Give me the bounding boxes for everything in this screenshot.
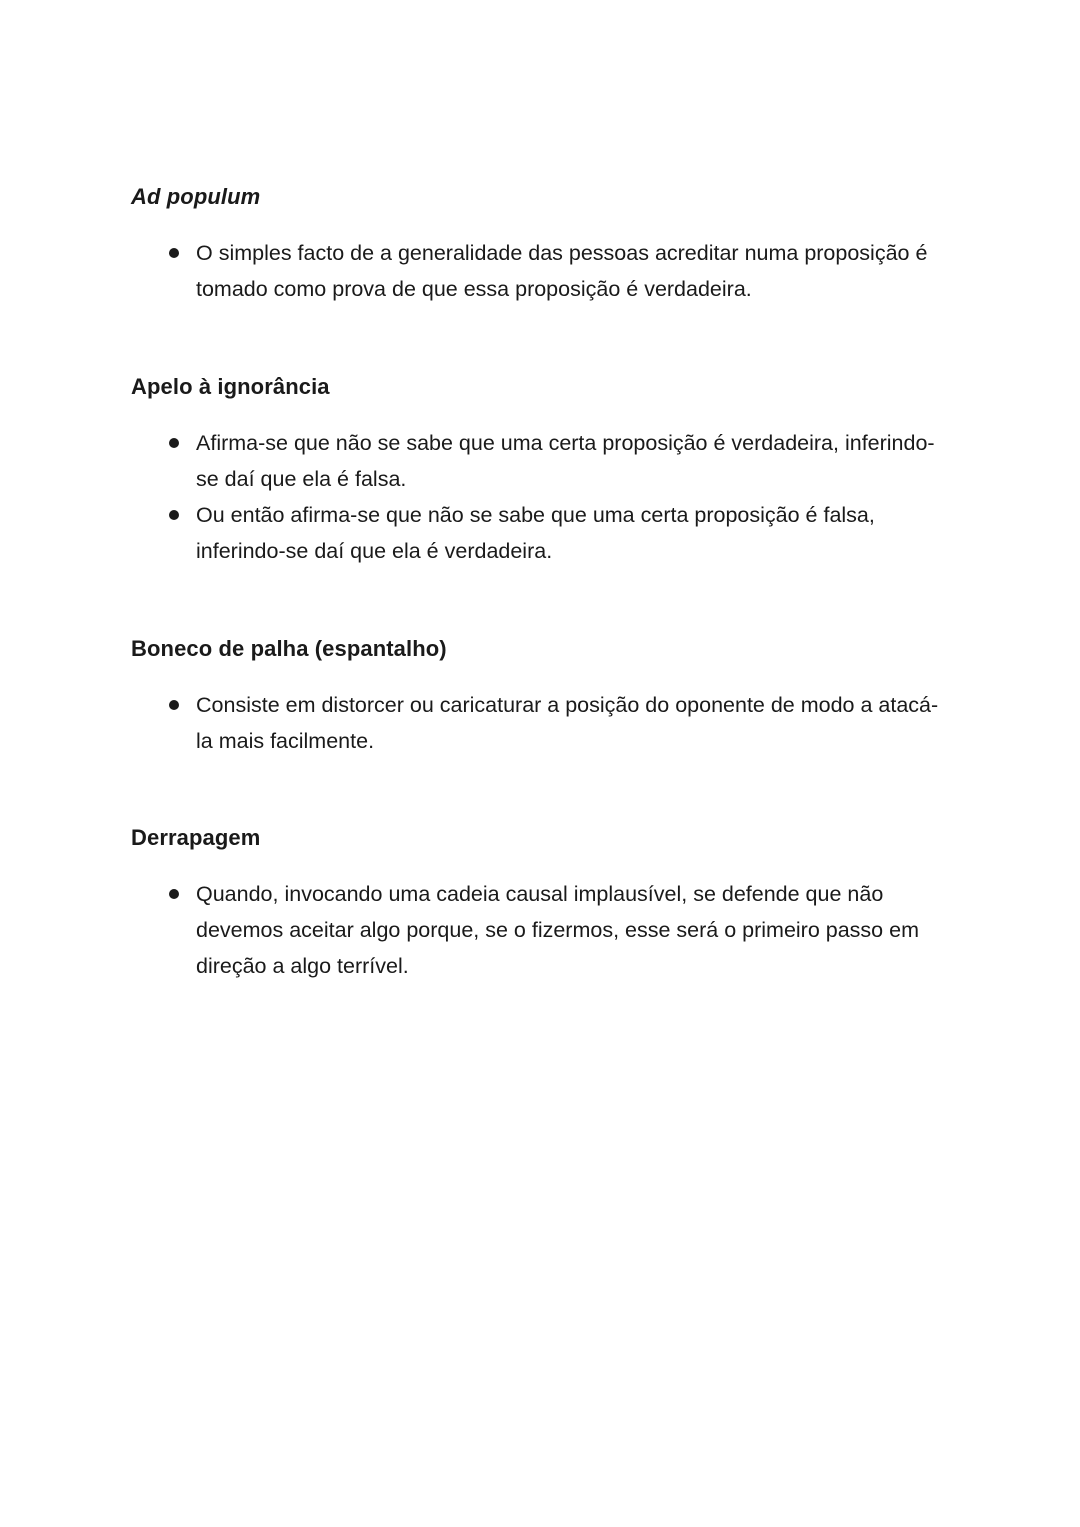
section-heading: Boneco de palha (espantalho) (131, 636, 447, 661)
list-item-text: Quando, invocando uma cadeia causal implausível, se defende que não devemos aceitar algo porque, se o fizermos, esse será o primeiro passo em direção a algo terrível. (196, 882, 919, 978)
bullet-list (131, 687, 951, 759)
bullet-icon (169, 438, 179, 448)
bullet-list (131, 235, 951, 307)
list-item (131, 235, 951, 307)
section-heading: Derrapagem (131, 825, 261, 850)
bullet-icon (169, 248, 179, 258)
list-item-text: Consiste em distorcer ou caricaturar a posição do oponente de modo a atacá-la mais facilmente. (196, 693, 939, 753)
bullet-icon (169, 510, 179, 520)
bullet-list (131, 425, 951, 569)
section-heading: Ad populum (131, 184, 261, 209)
list-item-text: Afirma-se que não se sabe que uma certa proposição é verdadeira, inferindo-se daí que ela é falsa. (196, 431, 935, 491)
section-ad-populum (131, 183, 951, 307)
list-item-text: O simples facto de a generalidade das pessoas acreditar numa proposição é tomado como prova de que essa proposição é verdadeira. (196, 241, 928, 301)
list-item (131, 687, 951, 759)
list-item (131, 876, 951, 984)
section-derrapagem (131, 824, 951, 984)
section-heading: Apelo à ignorância (131, 374, 330, 399)
section-apelo-ignorancia (131, 373, 951, 569)
bullet-list (131, 876, 951, 984)
list-item (131, 425, 951, 497)
list-item (131, 497, 951, 569)
bullet-icon (169, 889, 179, 899)
section-boneco-de-palha (131, 635, 951, 759)
list-item-text: Ou então afirma-se que não se sabe que uma certa proposição é falsa, inferindo-se daí que ela é verdadeira. (196, 503, 875, 563)
bullet-icon (169, 700, 179, 710)
